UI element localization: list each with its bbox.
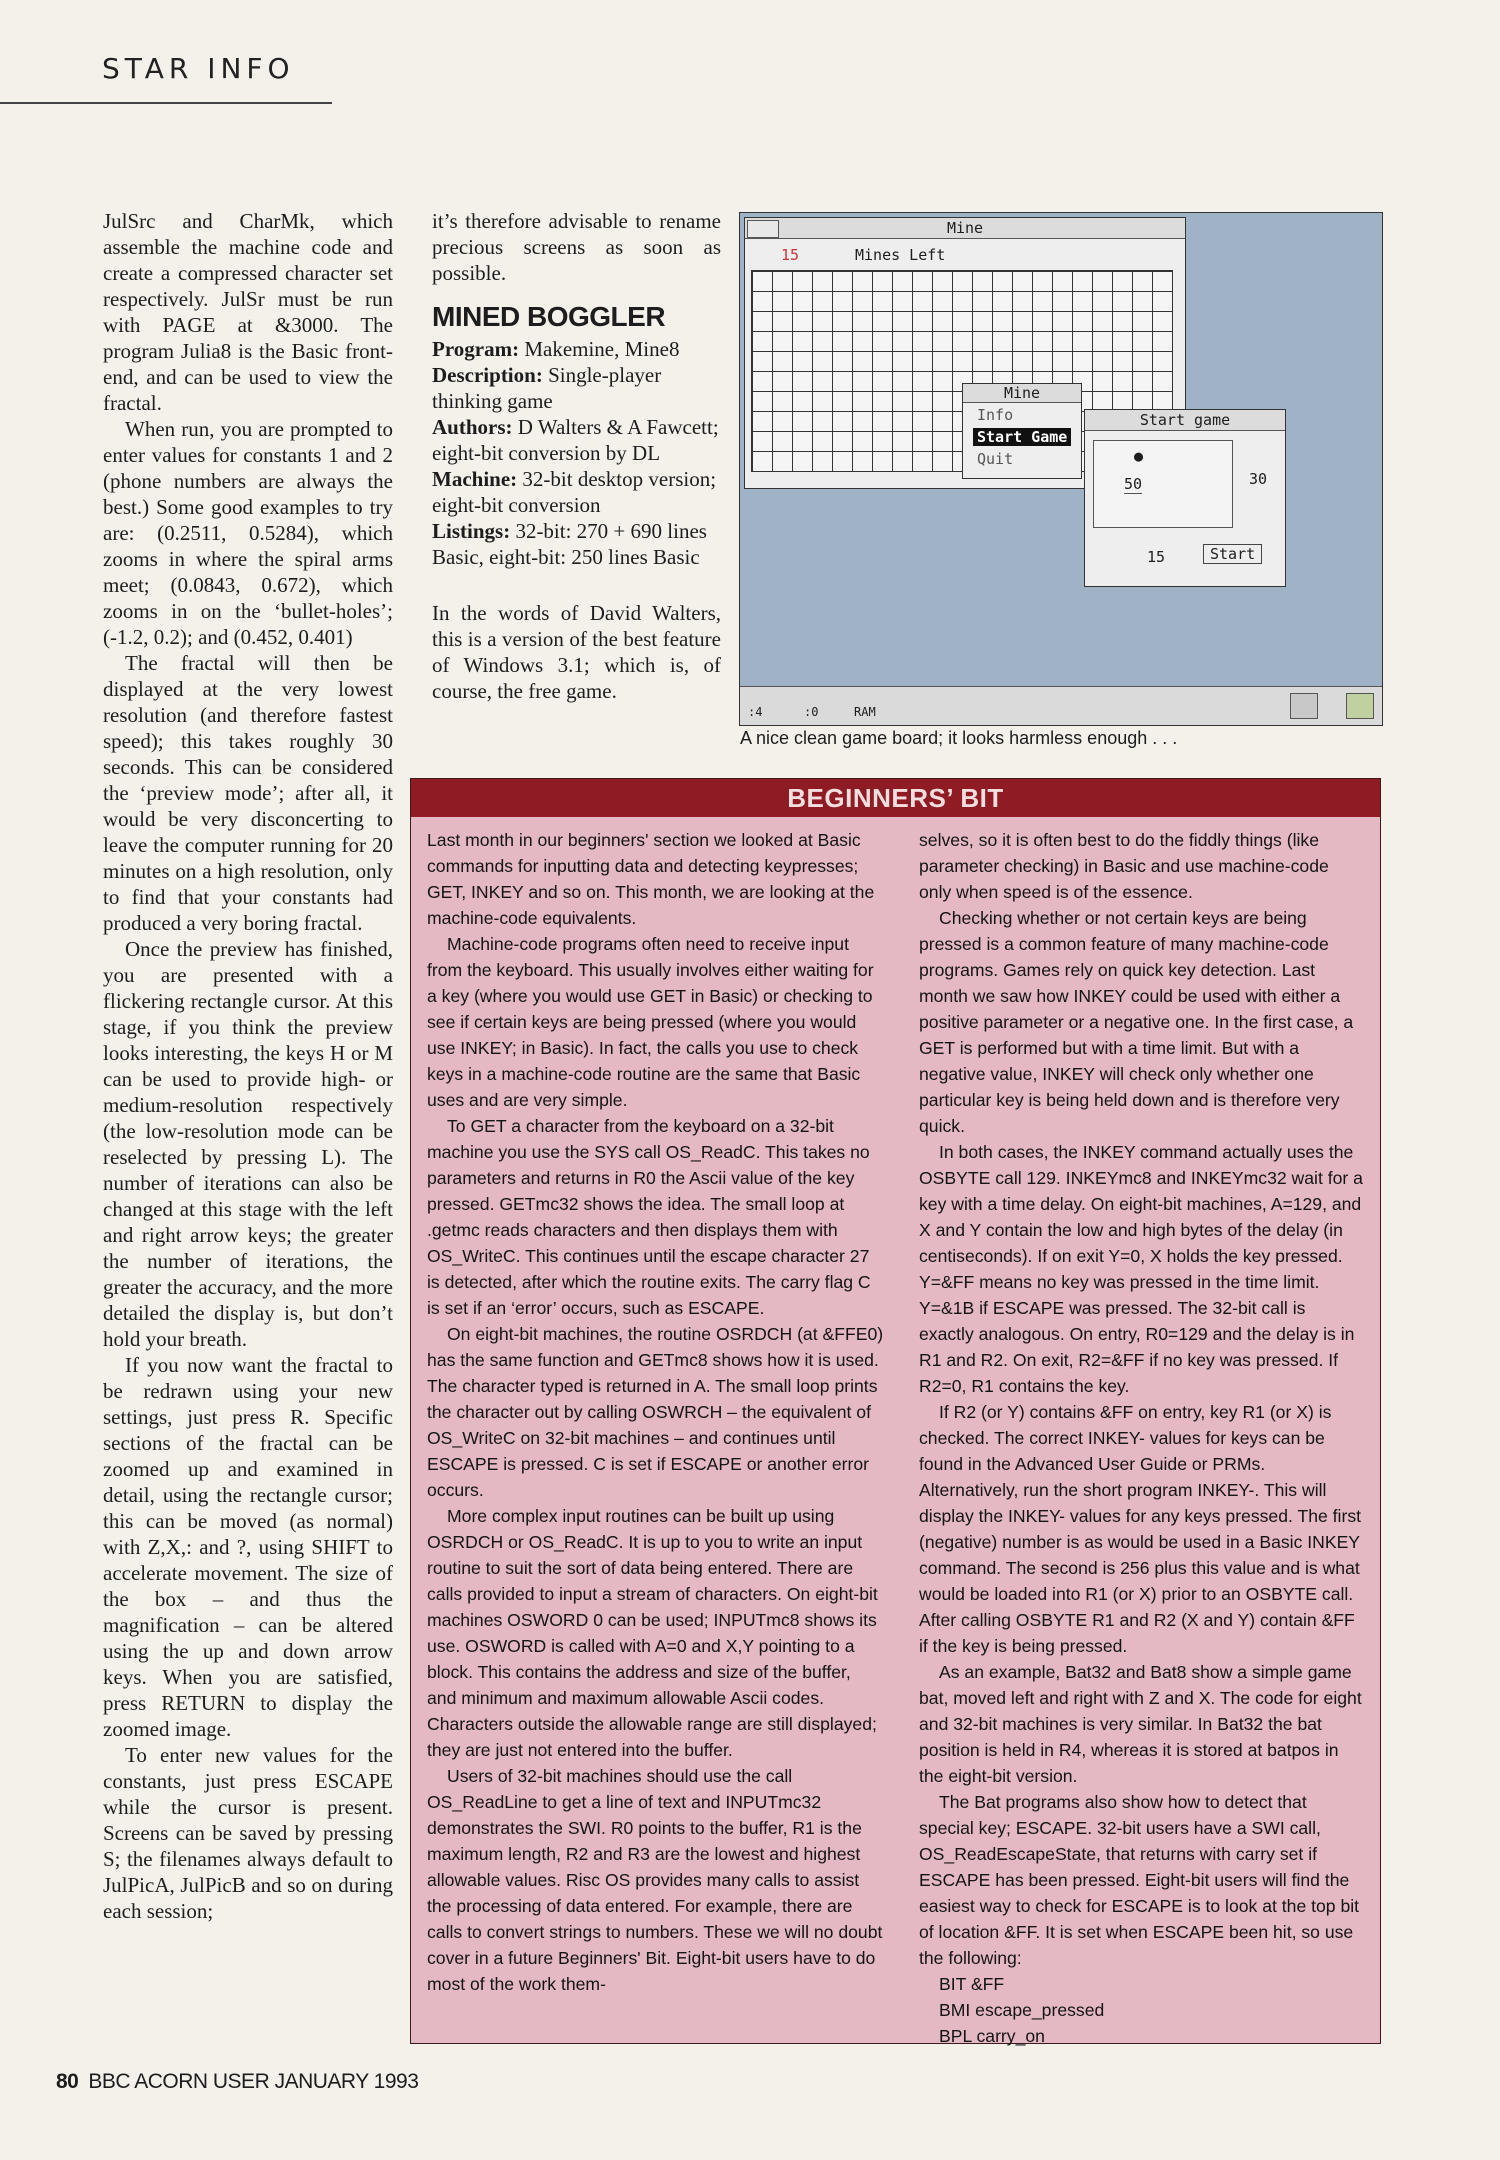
spec-value: Makemine, Mine8	[524, 337, 680, 361]
spec-authors	[432, 414, 721, 466]
mine-window-title: Mine	[745, 218, 1185, 239]
field-width[interactable]: 50	[1124, 475, 1143, 493]
drive-label[interactable]: :0	[804, 705, 819, 719]
col1-paragraph: When run, you are prompted to enter values for constants 1 and 2 (phone numbers are always the best.) Some good examples to try are: (0.2511, 0.5284), which zooms in where the spiral arms meet; (0.0843, 0.672), which zooms in on the ‘bullet-holes’; (-1.2, 0.2); and (0.452, 0.401)	[103, 417, 393, 649]
spec-machine	[432, 466, 721, 518]
code-line: BIT &FF	[939, 1974, 1005, 1994]
start-game-dialog	[1084, 409, 1286, 587]
mines-count: 15	[781, 246, 800, 264]
menu-title: Mine	[963, 384, 1081, 403]
start-game-title: Start game	[1085, 410, 1285, 431]
spec-label: Authors:	[432, 415, 513, 439]
menu-item-info[interactable]: Info	[977, 406, 1014, 424]
spec-label: Description:	[432, 363, 543, 387]
beginners-paragraph: Checking whether or not certain keys are being pressed is a common feature of many machine-code programs. Games rely on quick key detection. Last month we saw how INKEY could be used with either a positive parameter or a negative one. In the first case, a GET is performed but with a time limit. But with a negative value, INKEY will check only whether one particular key is being held down and is therefore very quick.	[919, 908, 1354, 1136]
beginners-paragraph: In both cases, the INKEY command actually uses the OSBYTE call 129. INKEYmc8 and INKEYmc32 wait for a key with a time delay. On eight-bit machines, A=129, and X and Y contain the low and high bytes of the delay (in centiseconds). If on exit Y=0, X holds the key pressed. Y=&FF means no key was pressed in the time limit. Y=&1B if ESCAPE was pressed. The 32-bit call is exactly analogous. On entry, R0=129 and the delay is in R1 and R2. On exit, R2=&FF if no key was pressed. If R2=0, R1 contains the key.	[919, 1142, 1363, 1396]
spec-listings	[432, 518, 721, 570]
beginners-paragraph: Last month in our beginners' section we looked at Basic commands for inputting data and detecting keypresses; GET, INKEY and so on. This month, we are looking at the machine-code equivalents.	[427, 830, 875, 928]
window-close-icon[interactable]	[747, 220, 779, 238]
palette-icon[interactable]	[1346, 693, 1374, 719]
ram-label[interactable]: RAM	[854, 705, 876, 719]
col1-paragraph: JulSrc and CharMk, which assemble the machine code and create a compressed character set respectively. JulSr must be run with PAGE at &3000. The program Julia8 is the Basic front-end, and can be used to view the fractal.	[103, 209, 393, 415]
section-rule	[0, 102, 332, 104]
dialog-field-panel	[1093, 440, 1233, 528]
spec-value: 32-bit: 270 + 690 lines Basic, eight-bit: 250 lines Basic	[432, 519, 707, 569]
mined-boggler-heading: MINED BOGGLER	[432, 301, 666, 332]
col1-paragraph: If you now want the fractal to be redrawn using your new settings, just press R. Specific sections of the fractal can be zoomed up and examined in detail, using the rectangle cursor; this can be moved (as normal) with Z,X,: and ?, using SHIFT to accelerate movement. The size of the box – and thus the magnification – can be altered using the up and down arrow keys. When you are satisfied, press RETURN to display the zoomed image.	[103, 1353, 393, 1741]
col1-paragraph: Once the preview has finished, you are presented with a flickering rectangle cursor. At this stage, if you think the preview looks interesting, the keys H or M can be used to provide high- or medium-resolution respectively (the low-resolution mode can be reselected by pressing L). The number of iterations can also be changed at this stage with the left and right arrow keys; the greater the number of iterations, the greater the accuracy, and the more detailed the display is, but don’t hold your breath.	[103, 937, 393, 1351]
spec-label: Listings:	[432, 519, 511, 543]
section-label: STAR INFO	[102, 52, 295, 85]
page-footer	[56, 2070, 418, 2094]
col1-paragraph: The fractal will then be displayed at the very lowest resolution (and therefore fastest speed); this takes roughly 30 seconds. This can be considered the ‘preview mode’; after all, it would be very disconcerting to leave the computer running for 20 minutes on a high resolution, only to find that your constants had produced a very boring fractal.	[103, 651, 393, 935]
beginners-bit-box	[410, 778, 1381, 2044]
beginners-paragraph: If R2 (or Y) contains &FF on entry, key R1 (or X) is checked. The correct INKEY- values for keys can be found in the Advanced User Guide or PRMs. Alternatively, run the short program INKEY-. This will display the INKEY- values for any keys pressed. The first (negative) number is as would be used in a Basic INKEY command. The second is 256 plus this value and is what would be loaded into R1 (or X) prior to an OSBYTE call. After calling OSBYTE R1 and R2 (X and Y) contain &FF if the key is being pressed.	[919, 1402, 1362, 1656]
spec-label: Machine:	[432, 467, 518, 491]
icon-bar	[740, 686, 1382, 725]
page-number: 80	[56, 2070, 79, 2093]
beginners-paragraph: On eight-bit machines, the routine OSRDCH (at &FFE0) has the same function and GETmc8 shows how it is used. The character typed is returned in A. The small loop prints the character out by calling OSWRCH – the equivalent of OS_WriteC on 32-bit machines – and continues until ESCAPE is pressed. C is set if ESCAPE or another error occurs.	[427, 1324, 884, 1500]
publication-name: BBC ACORN USER JANUARY 1993	[88, 2070, 419, 2093]
spec-value: Single-player thinking game	[432, 363, 662, 413]
menu-item-quit[interactable]: Quit	[977, 450, 1014, 468]
beginners-bit-title: BEGINNERS’ BIT	[411, 779, 1380, 817]
code-line: BMI escape_pressed	[939, 2000, 1105, 2020]
bomb-icon: ●	[1134, 447, 1144, 465]
mine-menu	[962, 383, 1082, 479]
beginners-paragraph: selves, so it is often best to do the fiddly things (like parameter checking) in Basic and use machine-code only when speed is of the essence.	[919, 830, 1329, 902]
code-line: BPL carry_on	[939, 2026, 1045, 2046]
menu-item-start-game[interactable]: Start Game	[973, 428, 1071, 446]
drive-label[interactable]: :4	[748, 705, 763, 719]
start-button[interactable]: Start	[1203, 544, 1262, 564]
field-mines[interactable]: 15	[1147, 548, 1166, 566]
screenshot-caption: A nice clean game board; it looks harmless enough . . .	[740, 728, 1178, 748]
beginners-paragraph: As an example, Bat32 and Bat8 show a simple game bat, moved left and right with Z and X. The code for eight and 32-bit machines is very similar. In Bat32 the bat position is held in R4, whereas it is stored at batpos in the eight-bit version.	[919, 1662, 1362, 1786]
beginners-left-column	[427, 827, 885, 1997]
beginners-paragraph: The Bat programs also show how to detect that special key; ESCAPE. 32-bit users have a SWI call, OS_ReadEscapeState, that returns with carry set if ESCAPE has been pressed. Eight-bit users will find the easiest way to check for ESCAPE is to look at the top bit of location &FF. It is set when ESCAPE been hit, so use the following:	[919, 1792, 1360, 1968]
field-height[interactable]: 30	[1249, 470, 1268, 488]
article-column-1	[103, 208, 393, 1924]
app-icon[interactable]	[1290, 693, 1318, 719]
col1-paragraph: To enter new values for the constants, just press ESCAPE while the cursor is present. Screens can be saved by pressing S; the filenames always default to JulPicA, JulPicB and so on during each session;	[103, 1743, 393, 1923]
spec-value: 32-bit desktop version; eight-bit conversion	[432, 467, 717, 517]
spec-description	[432, 362, 721, 414]
mine-game-screenshot	[739, 212, 1383, 726]
beginners-paragraph: Machine-code programs often need to receive input from the keyboard. This usually involves either waiting for a key (where you would use GET in Basic) or checking to see if certain keys are being pressed (where you would use INKEY; in Basic). In fact, the calls you use to check keys in a machine-code routine are the same that Basic uses and are very simple.	[427, 934, 874, 1110]
mines-left-label: Mines Left	[855, 246, 946, 264]
spec-value: D Walters & A Fawcett; eight-bit conversion by DL	[432, 415, 719, 465]
beginners-paragraph: Users of 32-bit machines should use the call OS_ReadLine to get a line of text and INPUTmc32 demonstrates the SWI. R0 points to the buffer, R1 is the maximum length, R2 and R3 are the lowest and highest allowable values. Risc OS provides many calls to assist the processing of data entered. For example, there are calls to convert strings to numbers. These we will no doubt cover in a future Beginners' Bit. Eight-bit users have to do most of the work them-	[427, 1766, 883, 1994]
beginners-right-column	[919, 827, 1365, 2049]
col2-paragraph: In the words of David Walters, this is a version of the best feature of Windows 3.1; which is, of course, the free game.	[432, 601, 721, 703]
spec-label: Program:	[432, 337, 520, 361]
spec-program	[432, 336, 721, 362]
article-column-2	[432, 208, 721, 704]
beginners-paragraph: To GET a character from the keyboard on a 32-bit machine you use the SYS call OS_ReadC. This takes no parameters and returns in R0 the Ascii value of the key pressed. GETmc32 shows the idea. The small loop at .getmc reads characters and then displays them with OS_WriteC. This continues until the escape character 27 is detected, after which the routine exits. The carry flag C is set if an ‘error’ occurs, such as ESCAPE.	[427, 1116, 871, 1318]
col2-intro: it’s therefore advisable to rename precious screens as soon as possible.	[432, 209, 721, 285]
beginners-paragraph: More complex input routines can be built up using OSRDCH or OS_ReadC. It is up to you to write an input routine to suit the sort of data being entered. There are calls provided to input a stream of characters. On eight-bit machines OSWORD 0 can be used; INPUTmc8 shows its use. OSWORD is called with A=0 and X,Y pointing to a block. This contains the address and size of the buffer, and minimum and maximum allowable Ascii codes. Characters outside the allowable range are still displayed; they are just not entered into the buffer.	[427, 1506, 878, 1760]
